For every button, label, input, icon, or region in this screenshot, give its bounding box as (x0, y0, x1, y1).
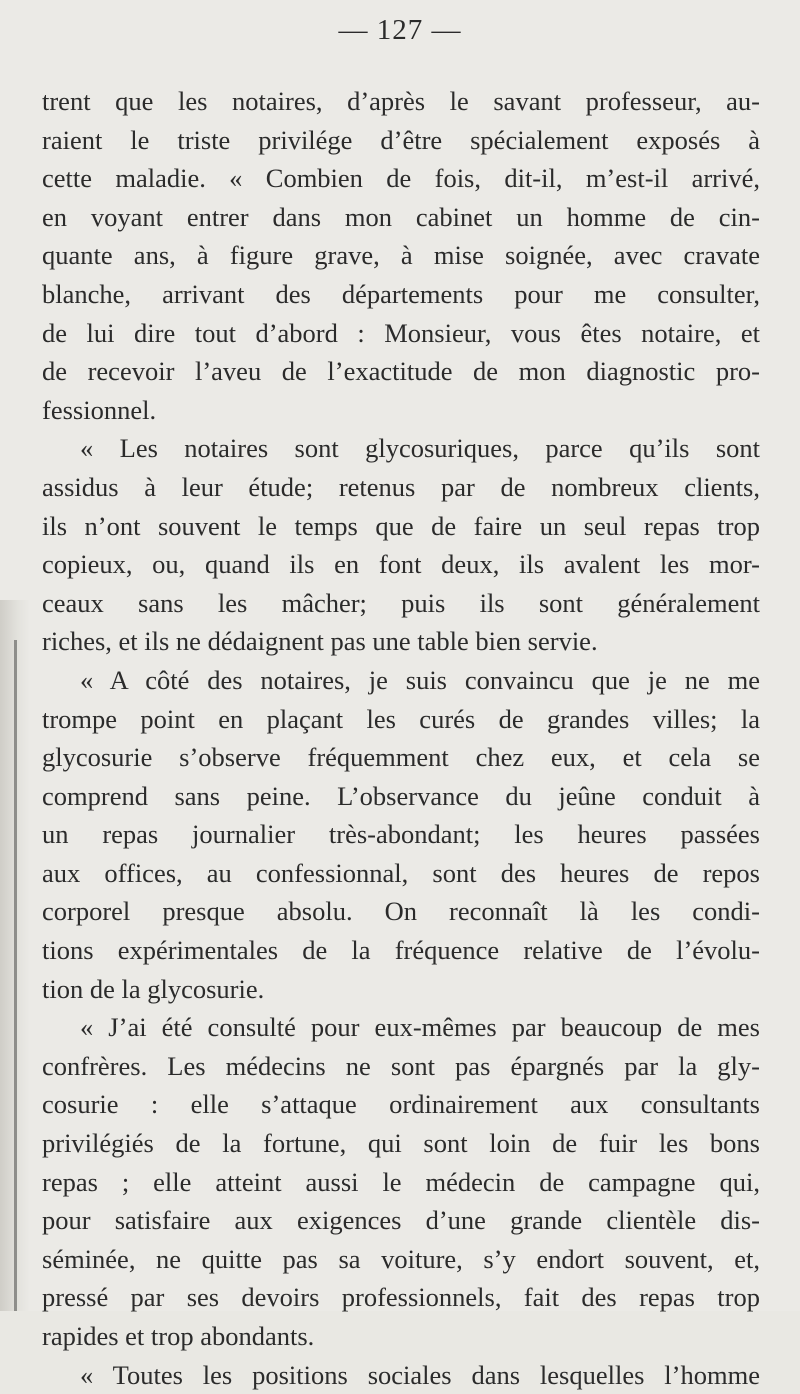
text-line: un repas journalier très-abondant; les heures passées (42, 819, 760, 850)
text-line: glycosurie s’observe fréquemment chez eux, et cela se (42, 742, 760, 773)
text-line: confrères. Les médecins ne sont pas épargnés par la gly- (42, 1050, 760, 1081)
text-line: de recevoir l’aveu de l’exactitude de mon diagnostic pro- (42, 356, 760, 387)
body-text (42, 82, 760, 1394)
text-line: « Les notaires sont glycosuriques, parce qu’ils sont (80, 433, 760, 464)
text-line: ils n’ont souvent le temps que de faire un seul repas trop (42, 510, 760, 541)
text-line: rapides et trop abondants. (42, 1321, 315, 1351)
text-line: ceaux sans les mâcher; puis ils sont généralement (42, 587, 760, 618)
text-line: comprend sans peine. L’observance du jeûne conduit à (42, 780, 760, 811)
text-line: tion de la glycosurie. (42, 973, 265, 1004)
text-line: repas ; elle atteint aussi le médecin de campagne qui, (42, 1166, 760, 1197)
text-line: cette maladie. « Combien de fois, dit-il, m’est-il arrivé, (42, 163, 760, 194)
text-line: riches, et ils ne dédaignent pas une table bien servie. (42, 626, 598, 657)
text-line: en voyant entrer dans mon cabinet un homme de cin- (42, 201, 760, 232)
text-line: copieux, ou, quand ils en font deux, ils avalent les mor- (42, 549, 760, 580)
text-line: cosurie : elle s’attaque ordinairement aux consultants (42, 1089, 760, 1120)
text-line: de lui dire tout d’abord : Monsieur, vous êtes notaire, et (42, 317, 760, 348)
text-line: corporel presque absolu. On reconnaît là les condi- (42, 896, 760, 927)
binding-edge (14, 640, 17, 1311)
text-line: « Toutes les positions sociales dans lesquelles l’homme (80, 1359, 760, 1390)
text-line: tions expérimentales de la fréquence relative de l’évolu- (42, 935, 760, 966)
text-line: « J’ai été consulté pour eux-mêmes par beaucoup de mes (80, 1012, 760, 1043)
text-line: raient le triste privilége d’être spécialement exposés à (42, 124, 760, 155)
text-line: blanche, arrivant des départements pour me consulter, (42, 278, 760, 309)
text-line: trompe point en plaçant les curés de grandes villes; la (42, 703, 760, 734)
text-line: quante ans, à figure grave, à mise soignée, avec cravate (42, 240, 760, 271)
text-line: pour satisfaire aux exigences d’une grande clientèle dis- (42, 1205, 760, 1236)
text-line: séminée, ne quitte pas sa voiture, s’y endort souvent, et, (42, 1243, 760, 1274)
text-line: trent que les notaires, d’après le savant professeur, au- (42, 86, 760, 116)
text-line: « A côté des notaires, je suis convaincu que je ne me (80, 664, 760, 695)
text-line: pressé par ses devoirs professionnels, fait des repas trop (42, 1282, 760, 1313)
text-line: fessionnel. (42, 394, 157, 425)
text-line: aux offices, au confessionnal, sont des heures de repos (42, 857, 760, 888)
page-number: — 127 — (338, 14, 462, 46)
text-line: assidus à leur étude; retenus par de nombreux clients, (42, 471, 760, 502)
text-line: privilégiés de la fortune, qui sont loin de fuir les bons (42, 1128, 760, 1159)
